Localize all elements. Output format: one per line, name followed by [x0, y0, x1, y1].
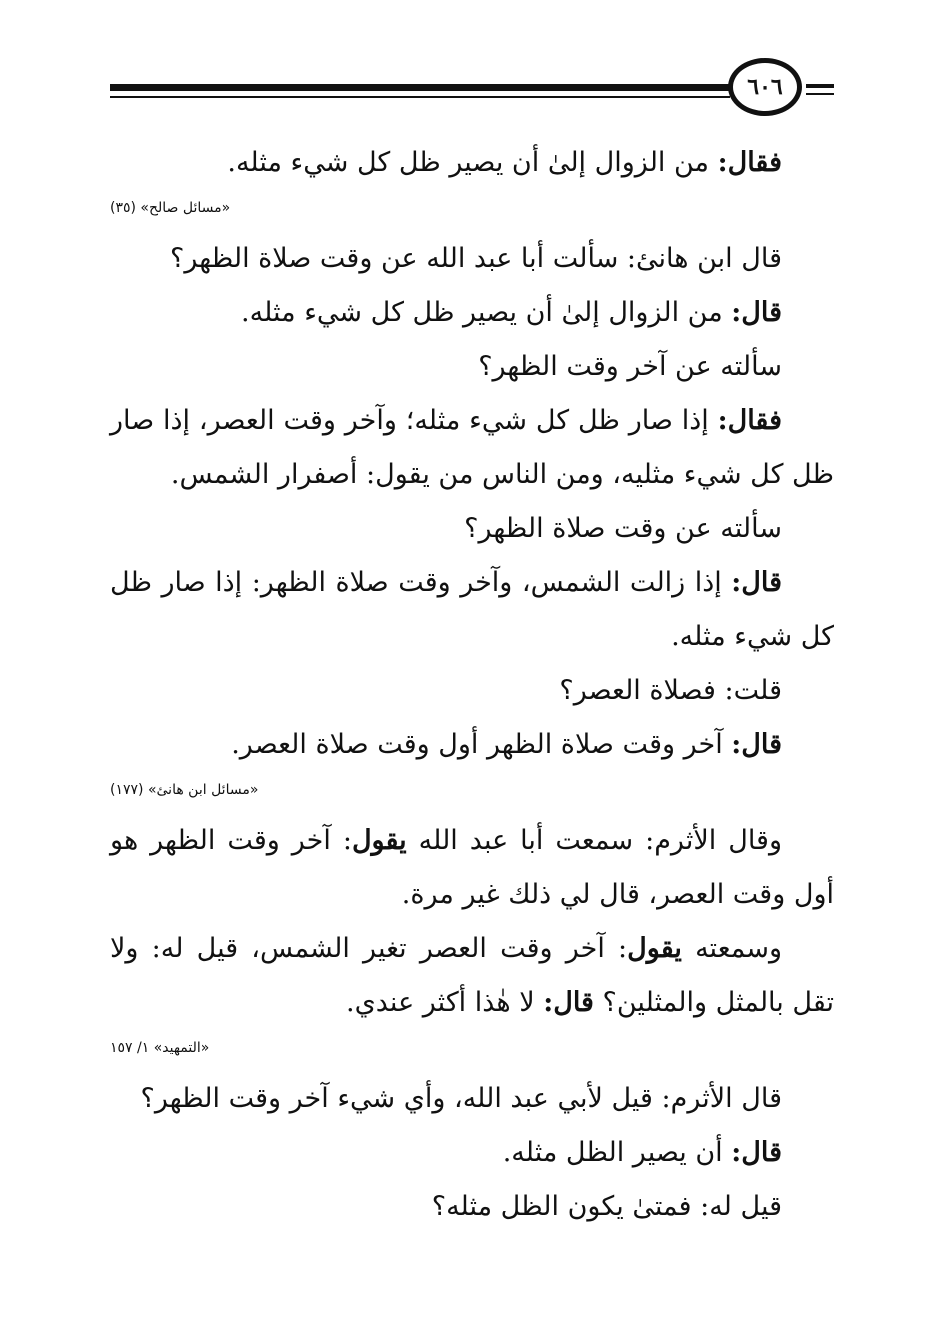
paragraph-13	[110, 1126, 834, 1180]
paragraph-text: قال ابن هانئ: سألت أبا عبد الله عن وقت صلاة الظهر؟	[170, 243, 782, 274]
header-rule-right-thin	[806, 93, 834, 95]
source-citation-1: «مسائل صالح» (٣٥)	[110, 200, 231, 216]
paragraph-4	[110, 340, 834, 394]
paragraph-3	[110, 286, 834, 340]
paragraph-14	[110, 1180, 834, 1234]
paragraph-text: : آخر وقت الظهر هو أول وقت العصر، قال لي ذلك غير مرة.	[110, 825, 834, 910]
paragraph-text: سألته عن وقت صلاة الظهر؟	[464, 513, 782, 544]
speaker-label: قال:	[543, 987, 594, 1018]
speaker-label: قال:	[731, 297, 782, 328]
paragraph-text: إذا صار ظل كل شيء مثله؛ وآخر وقت العصر، إذا صار ظل كل شيء مثليه، ومن الناس من يقول: أصفرار الشمس.	[110, 405, 834, 490]
paragraph-6	[110, 502, 834, 556]
speaker-label: يقول	[627, 933, 682, 964]
header-rule-right	[806, 84, 834, 88]
paragraph-5	[110, 394, 834, 502]
speaker-label: فقال:	[717, 405, 782, 436]
page-body	[110, 136, 834, 1234]
speaker-label: قال:	[731, 1137, 782, 1168]
header-rule-thick	[110, 84, 730, 91]
paragraph-2	[110, 232, 834, 286]
paragraph-7	[110, 556, 834, 664]
speaker-label: يقول	[351, 825, 407, 856]
paragraph-text: آخر وقت صلاة الظهر أول وقت صلاة العصر.	[231, 729, 732, 760]
source-citation-2: «مسائل ابن هانئ» (١٧٧)	[110, 782, 259, 798]
paragraph-12	[110, 1072, 834, 1126]
paragraph-8	[110, 664, 834, 718]
paragraph-text: أن يصير الظل مثله.	[502, 1137, 732, 1168]
paragraph-text: لا هٰذا أكثر عندي.	[346, 987, 544, 1018]
speaker-label: قال:	[731, 567, 782, 598]
paragraph-1	[110, 136, 834, 190]
paragraph-text: من الزوال إلىٰ أن يصير ظل كل شيء مثله.	[227, 147, 718, 178]
header-rule-thin	[110, 96, 730, 98]
paragraph-11	[110, 922, 834, 1030]
speaker-label: فقال:	[717, 147, 782, 178]
paragraph-text: من الزوال إلىٰ أن يصير ظل كل شيء مثله.	[241, 297, 732, 328]
paragraph-text: : آخر وقت العصر تغير الشمس، قيل له: ولا تقل بالمثل والمثلين؟	[110, 933, 834, 1018]
paragraph-text: قلت: فصلاة العصر؟	[559, 675, 782, 706]
paragraph-text: وقال الأثرم: سمعت أبا عبد الله	[406, 825, 782, 856]
paragraph-text: قال الأثرم: قيل لأبي عبد الله، وأي شيء آخر وقت الظهر؟	[140, 1083, 782, 1114]
page-header	[0, 0, 929, 140]
page-number: ٦٠٦	[728, 58, 802, 116]
paragraph-10	[110, 814, 834, 922]
paragraph-text: قيل له: فمتىٰ يكون الظل مثله؟	[431, 1191, 782, 1222]
paragraph-text: إذا زالت الشمس، وآخر وقت صلاة الظهر: إذا صار ظل كل شيء مثله.	[110, 567, 834, 652]
paragraph-text: سألته عن آخر وقت الظهر؟	[478, 351, 782, 382]
paragraph-text: وسمعته	[681, 933, 782, 964]
speaker-label: قال:	[731, 729, 782, 760]
paragraph-9	[110, 718, 834, 772]
source-citation-3: «التمهيد» ١/ ١٥٧	[110, 1040, 210, 1056]
